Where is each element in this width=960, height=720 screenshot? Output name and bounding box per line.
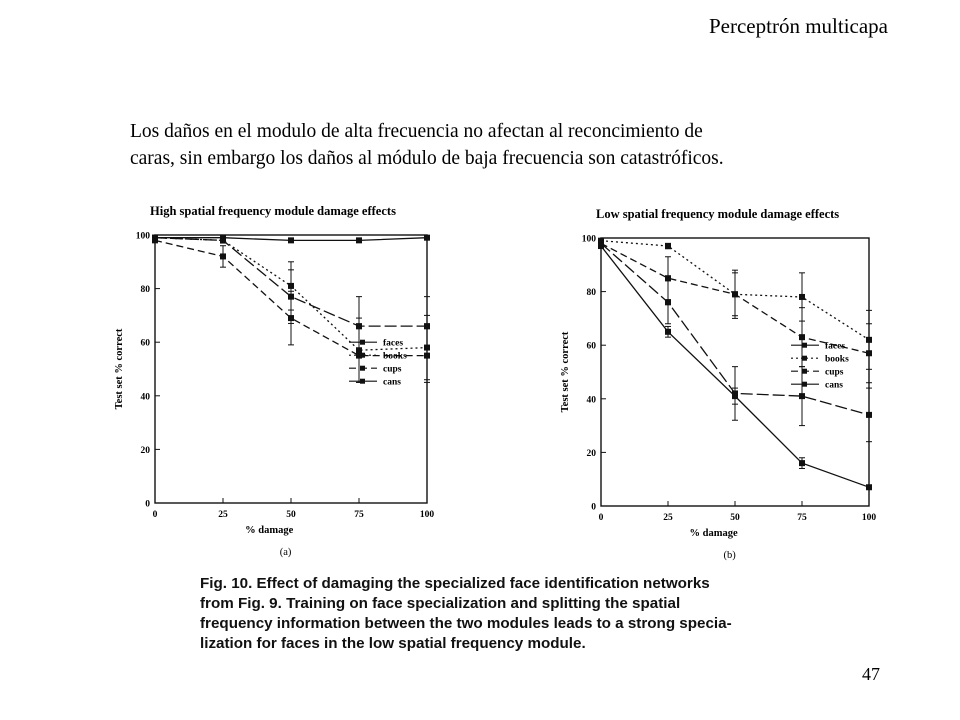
legend-marker-books <box>360 353 365 358</box>
figure-caption <box>200 574 760 654</box>
data-point-books <box>799 294 805 300</box>
data-point-cans <box>288 294 294 300</box>
y-tick-label: 100 <box>581 234 596 245</box>
legend-marker-cans <box>802 382 807 387</box>
caption-line: frequency information between the two modules leads to a strong specia- <box>200 615 732 632</box>
data-point-cans <box>866 412 872 418</box>
y-tick-label: 0 <box>145 499 150 510</box>
panel-label: (b) <box>723 550 736 561</box>
legend-label-cans: cans <box>825 380 843 391</box>
legend-label-faces: faces <box>825 341 846 352</box>
chart-title: Low spatial frequency module damage effects <box>596 207 840 221</box>
data-point-cans <box>665 299 671 305</box>
y-axis-label: Test set % correct <box>560 331 571 413</box>
legend-marker-faces <box>360 340 365 345</box>
legend-label-cans: cans <box>383 377 401 388</box>
data-point-cans <box>799 393 805 399</box>
data-point-faces <box>288 237 294 243</box>
data-point-faces <box>866 484 872 490</box>
legend-marker-faces <box>802 343 807 348</box>
x-tick-label: 100 <box>419 510 435 520</box>
chart-high-frequency <box>110 195 450 565</box>
y-tick-label: 20 <box>586 448 596 459</box>
legend-label-cups: cups <box>825 367 844 378</box>
data-point-cans <box>220 237 226 243</box>
data-point-cups <box>866 350 872 356</box>
data-point-cups <box>799 334 805 340</box>
y-tick-label: 20 <box>140 445 150 456</box>
data-point-cups <box>220 253 226 259</box>
x-tick-label: 100 <box>861 513 877 523</box>
data-point-faces <box>424 235 430 241</box>
legend-marker-cans <box>360 379 365 384</box>
data-point-cans <box>732 390 738 396</box>
legend-label-cups: cups <box>383 364 402 375</box>
x-tick-label: 50 <box>730 513 740 523</box>
legend-label-faces: faces <box>383 338 404 349</box>
data-point-cans <box>424 323 430 329</box>
caption-line: Fig. 10. Effect of damaging the specialized face identification networks <box>200 575 710 592</box>
x-tick-label: 0 <box>598 513 604 523</box>
caption-line: lization for faces in the low spatial frequency module. <box>200 635 586 652</box>
legend-marker-cups <box>802 369 807 374</box>
y-axis-label: Test set % correct <box>114 328 125 410</box>
y-tick-label: 80 <box>140 285 150 296</box>
caption-line: from Fig. 9. Training on face specialization and splitting the spatial <box>200 595 681 612</box>
y-tick-label: 0 <box>591 502 596 513</box>
x-tick-label: 75 <box>354 510 364 520</box>
chart-title: High spatial frequency module damage effects <box>150 204 396 218</box>
y-tick-label: 100 <box>135 231 150 242</box>
legend-marker-books <box>802 356 807 361</box>
data-point-cans <box>152 235 158 241</box>
data-point-cups <box>665 275 671 281</box>
legend-label-books: books <box>825 354 849 365</box>
data-point-faces <box>665 329 671 335</box>
x-tick-label: 75 <box>797 513 807 523</box>
y-tick-label: 40 <box>586 395 596 406</box>
intro-text <box>130 118 890 172</box>
legend-label-books: books <box>383 351 407 362</box>
x-axis-label: % damage <box>689 528 738 539</box>
x-tick-label: 25 <box>218 510 228 520</box>
x-tick-label: 50 <box>286 510 296 520</box>
legend-marker-cups <box>360 366 365 371</box>
data-point-faces <box>799 460 805 466</box>
data-point-cups <box>732 291 738 297</box>
chart-low-frequency <box>548 195 898 565</box>
intro-line: caras, sin embargo los daños al módulo de baja frecuencia son catastróficos. <box>130 148 724 169</box>
y-tick-label: 60 <box>140 338 150 349</box>
x-tick-label: 0 <box>152 510 158 520</box>
y-tick-label: 80 <box>586 288 596 299</box>
data-point-cans <box>598 240 604 246</box>
data-point-books <box>665 243 671 249</box>
data-point-cans <box>356 323 362 329</box>
slide-header-title: Perceptrón multicapa <box>708 14 888 38</box>
intro-line: Los daños en el modulo de alta frecuencia no afectan al reconcimiento de <box>130 121 703 142</box>
page-number: 47 <box>862 664 880 684</box>
x-axis-label: % damage <box>245 525 294 536</box>
x-tick-label: 25 <box>663 513 673 523</box>
data-point-faces <box>356 237 362 243</box>
y-tick-label: 60 <box>586 341 596 352</box>
panel-label: (a) <box>279 547 292 558</box>
y-tick-label: 40 <box>140 392 150 403</box>
